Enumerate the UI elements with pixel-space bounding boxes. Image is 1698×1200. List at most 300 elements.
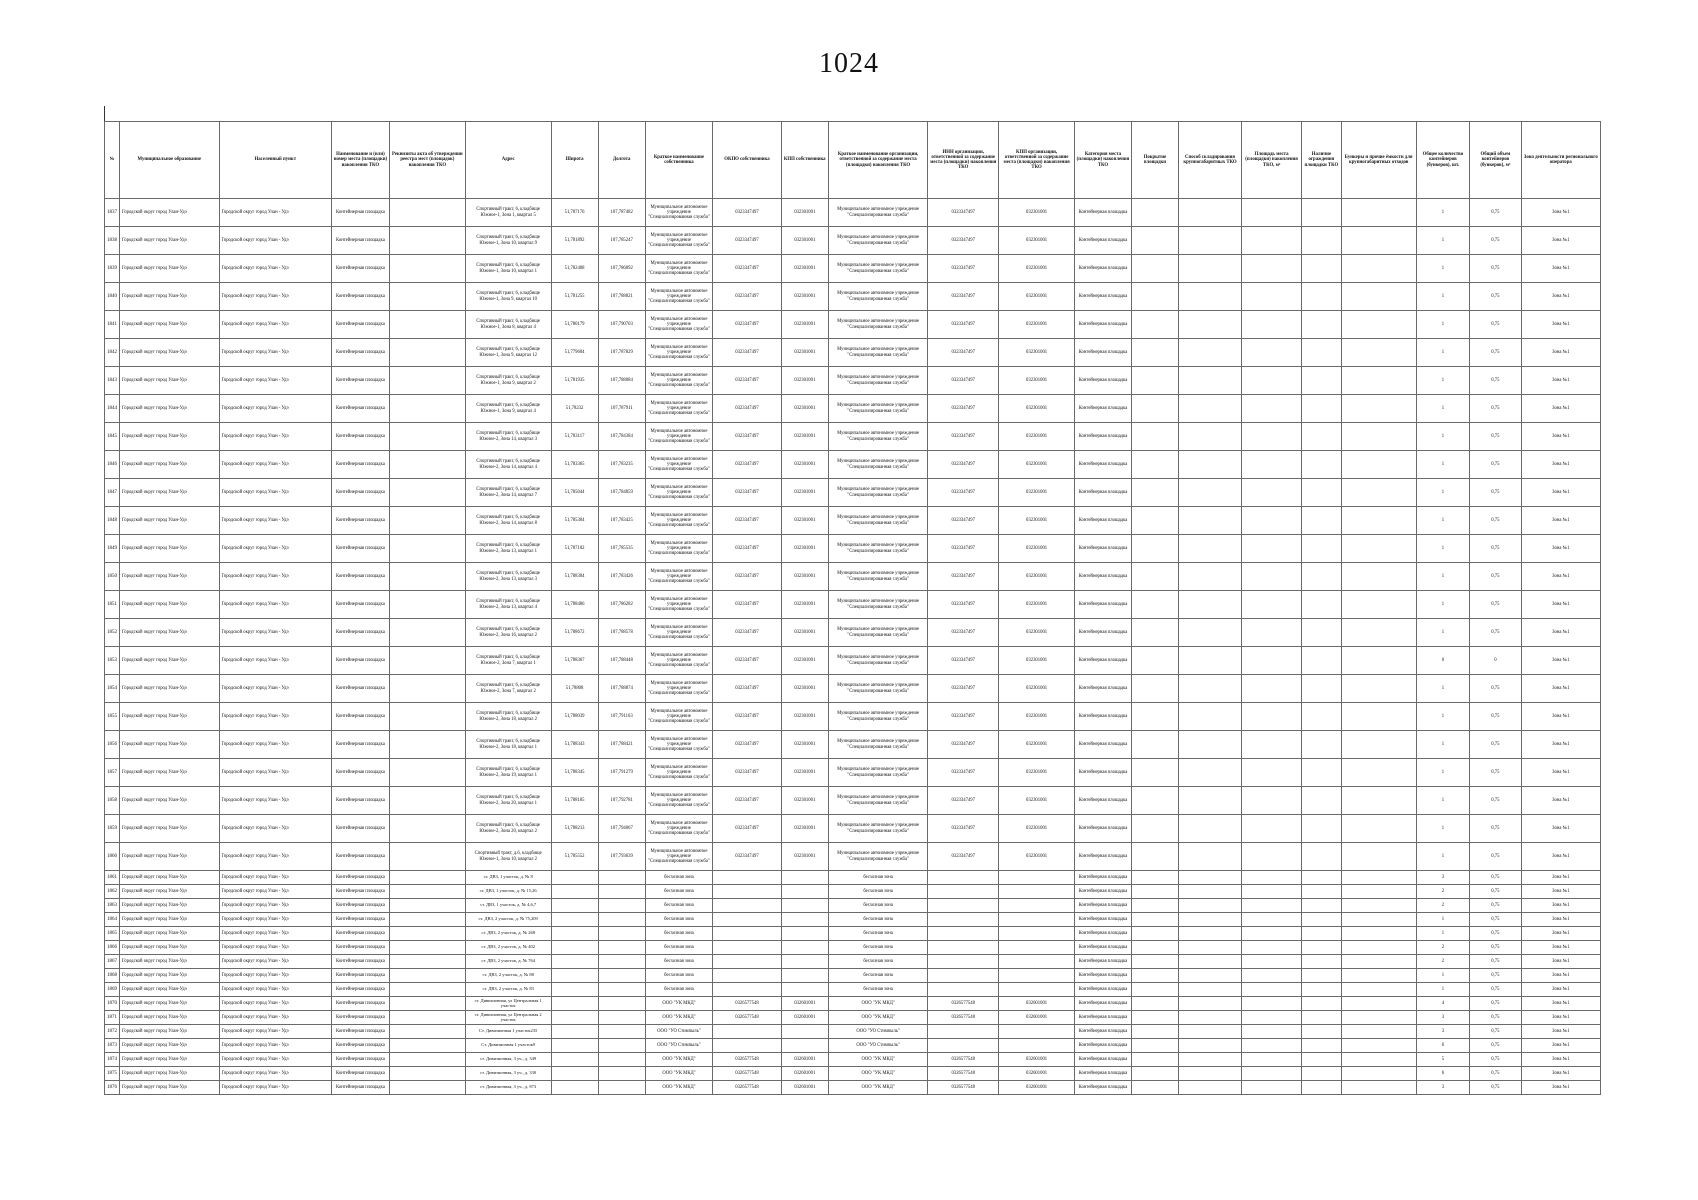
cell-bulky-storage-method [1178, 1053, 1241, 1067]
cell-responsible-inn: 0323347497 [928, 227, 999, 255]
cell-container-count: 1 [1416, 367, 1470, 395]
cell-latitude: 51,787176 [551, 199, 598, 227]
cell-surface [1131, 1011, 1178, 1025]
table-row [105, 703, 1601, 731]
cell-area [1242, 479, 1302, 507]
cell-owner-okpo: 0323347497 [713, 311, 782, 339]
cell-area [1242, 423, 1302, 451]
cell-act-details [389, 591, 465, 619]
cell-surface [1131, 787, 1178, 815]
cell-fencing [1302, 619, 1342, 647]
cell-responsible-inn [928, 941, 999, 955]
cell-bulky-storage-method [1178, 1011, 1241, 1025]
cell-act-details [389, 423, 465, 451]
cell-container-volume: 0,75 [1470, 871, 1521, 885]
cell-latitude [551, 1039, 598, 1053]
cell-container-volume: 0,75 [1470, 899, 1521, 913]
cell-address: Спортивный тракт, 6, кладбище Южное-1, Зона 1, квартал 5 [465, 199, 551, 227]
cell-owner-kpp: 032301001 [781, 339, 828, 367]
cell-settlement: Городской округ город Улан - Удэ [219, 731, 331, 759]
cell-settlement: Городской округ город Улан - Удэ [219, 927, 331, 941]
cell-fencing [1302, 787, 1342, 815]
cell-area [1242, 969, 1302, 983]
column-header: № [105, 122, 120, 199]
cell-container-count: 3 [1416, 1025, 1470, 1039]
cell-site-category: Контейнерная площадка [1075, 927, 1132, 941]
cell-address: Спортивный тракт, 6, кладбище Южное-1, Зона 10, квартал 9 [465, 227, 551, 255]
cell-responsible-org: бесхозная зона [828, 899, 928, 913]
cell-operator-zone: Зона №1 [1521, 983, 1600, 997]
cell-owner-okpo: 0323347497 [713, 535, 782, 563]
cell-bulky-storage-method [1178, 591, 1241, 619]
cell-site-category: Контейнерная площадка [1075, 507, 1132, 535]
cell-address: Спортивный тракт, 6, кладбище Южное-2, Зона 14, квартал 8 [465, 507, 551, 535]
cell-container-volume: 0,75 [1470, 1039, 1521, 1053]
column-header: Зона деятельности регионального оператора [1521, 122, 1600, 199]
cell-owner-okpo: 0323347497 [713, 395, 782, 423]
cell-owner-name: Муниципальное автономное учреждение "Специализированная служба" [645, 843, 712, 871]
cell-operator-zone: Зона №1 [1521, 1025, 1600, 1039]
cell-owner-kpp: 032301001 [781, 423, 828, 451]
cell-operator-zone: Зона №1 [1521, 1011, 1600, 1025]
cell-responsible-kpp: 032301001 [999, 283, 1075, 311]
cell-surface [1131, 479, 1178, 507]
cell-site-category: Контейнерная площадка [1075, 535, 1132, 563]
cell-site-name: Контейнерная площадка [332, 591, 390, 619]
cell-act-details [389, 339, 465, 367]
cell-responsible-kpp: 032601001 [999, 997, 1075, 1011]
cell-fencing [1302, 1039, 1342, 1053]
cell-site-name: Контейнерная площадка [332, 283, 390, 311]
cell-container-count: 1 [1416, 395, 1470, 423]
cell-surface [1131, 913, 1178, 927]
cell-settlement: Городской округ город Улан - Удэ [219, 563, 331, 591]
cell-area [1242, 871, 1302, 885]
cell-surface [1131, 619, 1178, 647]
cell-container-count: 1 [1416, 843, 1470, 871]
cell-owner-kpp: 032301001 [781, 535, 828, 563]
cell-site-name: Контейнерная площадка [332, 563, 390, 591]
column-header: Краткое наименование организации, ответственной за содержание места (площадки) накопления ТКО [828, 122, 928, 199]
cell-area [1242, 395, 1302, 423]
cell-bulky-bunkers [1341, 199, 1416, 227]
cell-operator-zone: Зона №1 [1521, 1067, 1600, 1081]
cell-act-details [389, 1011, 465, 1025]
cell-settlement: Городской округ город Улан - Удэ [219, 1067, 331, 1081]
cell-municipality: Городской округ город Улан-Удэ [119, 885, 219, 899]
cell-surface [1131, 927, 1178, 941]
cell-site-name: Контейнерная площадка [332, 885, 390, 899]
cell-address: Спортивный тракт, 6, кладбище Южное-2, Зона 18, квартал 2 [465, 703, 551, 731]
cell-row-number: 1857 [105, 759, 120, 787]
cell-municipality: Городской округ город Улан-Удэ [119, 787, 219, 815]
cell-container-volume: 0,75 [1470, 367, 1521, 395]
cell-owner-kpp: 032301001 [781, 451, 828, 479]
cell-responsible-kpp [999, 1039, 1075, 1053]
cell-site-category: Контейнерная площадка [1075, 619, 1132, 647]
cell-surface [1131, 1025, 1178, 1039]
cell-responsible-kpp: 032301001 [999, 199, 1075, 227]
cell-owner-kpp [781, 913, 828, 927]
cell-settlement: Городской округ город Улан - Удэ [219, 913, 331, 927]
cell-owner-kpp: 032601001 [781, 1011, 828, 1025]
cell-owner-okpo: 0326577548 [713, 1067, 782, 1081]
cell-bulky-bunkers [1341, 339, 1416, 367]
cell-act-details [389, 885, 465, 899]
cell-fencing [1302, 759, 1342, 787]
column-header: ОКПО собственника [713, 122, 782, 199]
cell-bulky-storage-method [1178, 899, 1241, 913]
cell-longitude: 107,791279 [598, 759, 645, 787]
cell-container-volume: 0,75 [1470, 1067, 1521, 1081]
cell-municipality: Городской округ город Улан-Удэ [119, 815, 219, 843]
cell-bulky-storage-method [1178, 1067, 1241, 1081]
cell-settlement: Городской округ город Улан - Удэ [219, 885, 331, 899]
cell-surface [1131, 1067, 1178, 1081]
cell-owner-name: Муниципальное автономное учреждение "Специализированная служба" [645, 787, 712, 815]
cell-site-category: Контейнерная площадка [1075, 479, 1132, 507]
cell-responsible-kpp: 032601001 [999, 1067, 1075, 1081]
cell-container-count: 1 [1416, 227, 1470, 255]
cell-container-volume: 0,75 [1470, 479, 1521, 507]
cell-owner-name: Муниципальное автономное учреждение "Специализированная служба" [645, 507, 712, 535]
cell-operator-zone: Зона №1 [1521, 367, 1600, 395]
cell-container-count: 1 [1416, 619, 1470, 647]
cell-longitude: 107,794067 [598, 815, 645, 843]
table-row [105, 339, 1601, 367]
cell-responsible-inn: 0323347497 [928, 339, 999, 367]
cell-municipality: Городской округ город Улан-Удэ [119, 759, 219, 787]
cell-owner-okpo [713, 871, 782, 885]
cell-site-category: Контейнерная площадка [1075, 311, 1132, 339]
cell-container-count: 1 [1416, 759, 1470, 787]
cell-container-volume: 0,75 [1470, 927, 1521, 941]
cell-responsible-org: Муниципальное автономное учреждение "Специализированная служба" [828, 451, 928, 479]
cell-bulky-bunkers [1341, 451, 1416, 479]
cell-owner-name: Муниципальное автономное учреждение "Специализированная служба" [645, 591, 712, 619]
cell-operator-zone: Зона №1 [1521, 227, 1600, 255]
cell-responsible-inn: 0323347497 [928, 451, 999, 479]
cell-container-volume: 0,75 [1470, 311, 1521, 339]
cell-responsible-org: бесхозная зона [828, 913, 928, 927]
cell-responsible-kpp [999, 913, 1075, 927]
cell-responsible-org: бесхозная зона [828, 983, 928, 997]
cell-site-category: Контейнерная площадка [1075, 759, 1132, 787]
cell-row-number: 1869 [105, 983, 120, 997]
cell-bulky-storage-method [1178, 759, 1241, 787]
cell-responsible-kpp [999, 955, 1075, 969]
cell-settlement: Городской округ город Улан - Удэ [219, 1053, 331, 1067]
cell-owner-kpp [781, 983, 828, 997]
cell-site-category: Контейнерная площадка [1075, 1081, 1132, 1095]
cell-site-name: Контейнерная площадка [332, 1039, 390, 1053]
cell-longitude [598, 885, 645, 899]
cell-responsible-inn: 0326577548 [928, 1067, 999, 1081]
cell-responsible-kpp: 032301001 [999, 367, 1075, 395]
cell-surface [1131, 703, 1178, 731]
cell-surface [1131, 1039, 1178, 1053]
cell-area [1242, 311, 1302, 339]
cell-longitude: 107,793639 [598, 843, 645, 871]
cell-responsible-inn: 0323347497 [928, 535, 999, 563]
cell-container-count: 1 [1416, 913, 1470, 927]
cell-municipality: Городской округ город Улан-Удэ [119, 479, 219, 507]
table-row [105, 787, 1601, 815]
cell-owner-kpp: 032301001 [781, 479, 828, 507]
cell-address: ст. ДВЗ, 2 участок, д. № 402 [465, 941, 551, 955]
cell-municipality: Городской округ город Улан-Удэ [119, 983, 219, 997]
cell-surface [1131, 423, 1178, 451]
cell-responsible-inn [928, 927, 999, 941]
cell-site-category: Контейнерная площадка [1075, 227, 1132, 255]
table-row [105, 1025, 1601, 1039]
cell-longitude [598, 955, 645, 969]
cell-owner-kpp: 032301001 [781, 507, 828, 535]
cell-row-number: 1847 [105, 479, 120, 507]
cell-responsible-inn [928, 1025, 999, 1039]
cell-latitude [551, 941, 598, 955]
cell-fencing [1302, 955, 1342, 969]
cell-container-count: 1 [1416, 591, 1470, 619]
cell-act-details [389, 255, 465, 283]
cell-row-number: 1859 [105, 815, 120, 843]
cell-row-number: 1855 [105, 703, 120, 731]
cell-responsible-inn: 0323347497 [928, 563, 999, 591]
cell-area [1242, 255, 1302, 283]
cell-row-number: 1870 [105, 997, 120, 1011]
cell-bulky-storage-method [1178, 787, 1241, 815]
cell-settlement: Городской округ город Улан - Удэ [219, 815, 331, 843]
cell-responsible-kpp: 032301001 [999, 703, 1075, 731]
cell-container-count: 1 [1416, 507, 1470, 535]
cell-municipality: Городской округ город Улан-Удэ [119, 955, 219, 969]
cell-municipality: Городской округ город Улан-Удэ [119, 451, 219, 479]
cell-owner-okpo: 0323347497 [713, 227, 782, 255]
cell-act-details [389, 759, 465, 787]
table-row [105, 479, 1601, 507]
cell-responsible-kpp: 032301001 [999, 647, 1075, 675]
cell-bulky-storage-method [1178, 1039, 1241, 1053]
cell-act-details [389, 731, 465, 759]
cell-latitude: 51,781255 [551, 283, 598, 311]
cell-site-name: Контейнерная площадка [332, 1081, 390, 1095]
cell-row-number: 1873 [105, 1039, 120, 1053]
cell-surface [1131, 941, 1178, 955]
cell-responsible-org: бесхозная зона [828, 955, 928, 969]
cell-row-number: 1872 [105, 1025, 120, 1039]
cell-container-count: 2 [1416, 955, 1470, 969]
waste-site-registry-table [104, 121, 1601, 1095]
cell-container-volume: 0,75 [1470, 1053, 1521, 1067]
cell-surface [1131, 647, 1178, 675]
cell-longitude [598, 899, 645, 913]
cell-owner-okpo: 0326577548 [713, 1053, 782, 1067]
cell-surface [1131, 451, 1178, 479]
cell-owner-name: бесхозная зона [645, 969, 712, 983]
cell-owner-okpo [713, 927, 782, 941]
cell-site-category: Контейнерная площадка [1075, 675, 1132, 703]
cell-owner-name: бесхозная зона [645, 955, 712, 969]
cell-fencing [1302, 899, 1342, 913]
cell-site-category: Контейнерная площадка [1075, 1039, 1132, 1053]
cell-bulky-storage-method [1178, 479, 1241, 507]
cell-latitude: 51,783117 [551, 423, 598, 451]
cell-address: Спортивный тракт, 6, кладбище Южное-1, Зона 9, квартал 4 [465, 395, 551, 423]
cell-fencing [1302, 423, 1342, 451]
cell-owner-okpo: 0323347497 [713, 647, 782, 675]
cell-latitude: 51,785044 [551, 479, 598, 507]
column-header: Краткое наименование собственника [645, 122, 712, 199]
cell-container-volume: 0,75 [1470, 1081, 1521, 1095]
cell-area [1242, 647, 1302, 675]
cell-bulky-storage-method [1178, 913, 1241, 927]
cell-container-count: 6 [1416, 1067, 1470, 1081]
cell-operator-zone: Зона №1 [1521, 997, 1600, 1011]
cell-bulky-bunkers [1341, 871, 1416, 885]
column-header: Реквизиты акта об утверждении реестра мест (площадок) накопления ТКО [389, 122, 465, 199]
cell-surface [1131, 227, 1178, 255]
cell-latitude [551, 885, 598, 899]
cell-address: Ст. Дивизионная 1 участок9 [465, 1039, 551, 1053]
cell-container-volume: 0,75 [1470, 395, 1521, 423]
cell-operator-zone: Зона №1 [1521, 563, 1600, 591]
column-header: КПП собственника [781, 122, 828, 199]
cell-container-volume: 0,75 [1470, 913, 1521, 927]
table-row [105, 395, 1601, 423]
cell-responsible-inn: 0323347497 [928, 591, 999, 619]
table-row [105, 997, 1601, 1011]
column-header: Общее количество контейнеров (бункеров), шт. [1416, 122, 1470, 199]
cell-settlement: Городской округ город Улан - Удэ [219, 997, 331, 1011]
cell-responsible-org: Муниципальное автономное учреждение "Специализированная служба" [828, 563, 928, 591]
cell-latitude: 51,787102 [551, 535, 598, 563]
cell-longitude: 107,784859 [598, 479, 645, 507]
cell-responsible-kpp: 032301001 [999, 759, 1075, 787]
cell-owner-okpo: 0323347497 [713, 507, 782, 535]
cell-municipality: Городской округ город Улан-Удэ [119, 647, 219, 675]
cell-fencing [1302, 983, 1342, 997]
cell-area [1242, 1067, 1302, 1081]
cell-bulky-storage-method [1178, 885, 1241, 899]
cell-act-details [389, 815, 465, 843]
cell-area [1242, 941, 1302, 955]
cell-settlement: Городской округ город Улан - Удэ [219, 675, 331, 703]
cell-bulky-bunkers [1341, 479, 1416, 507]
cell-settlement: Городской округ город Улан - Удэ [219, 703, 331, 731]
cell-address: Спортивный тракт, 6, кладбище Южное-2, Зона 14, квартал 7 [465, 479, 551, 507]
cell-responsible-inn: 0323347497 [928, 255, 999, 283]
cell-responsible-inn: 0323347497 [928, 423, 999, 451]
cell-bulky-bunkers [1341, 1053, 1416, 1067]
table-row [105, 1053, 1601, 1067]
cell-longitude [598, 1067, 645, 1081]
cell-operator-zone: Зона №1 [1521, 1053, 1600, 1067]
cell-area [1242, 367, 1302, 395]
cell-bulky-bunkers [1341, 507, 1416, 535]
cell-operator-zone: Зона №1 [1521, 311, 1600, 339]
cell-act-details [389, 1081, 465, 1095]
cell-fencing [1302, 815, 1342, 843]
cell-responsible-inn [928, 871, 999, 885]
cell-owner-name: Муниципальное автономное учреждение "Специализированная служба" [645, 479, 712, 507]
cell-longitude: 107,788421 [598, 731, 645, 759]
cell-row-number: 1849 [105, 535, 120, 563]
cell-container-count: 1 [1416, 815, 1470, 843]
cell-longitude: 107,788874 [598, 675, 645, 703]
cell-act-details [389, 983, 465, 997]
cell-row-number: 1839 [105, 255, 120, 283]
cell-area [1242, 451, 1302, 479]
cell-fencing [1302, 227, 1342, 255]
cell-address: Спортивный тракт, д.6, кладбище Южное-1, Зона 10, квартал 2 [465, 843, 551, 871]
cell-container-volume: 0,75 [1470, 885, 1521, 899]
cell-latitude: 51,788304 [551, 563, 598, 591]
cell-responsible-inn: 0323347497 [928, 507, 999, 535]
cell-row-number: 1867 [105, 955, 120, 969]
cell-responsible-org: Муниципальное автономное учреждение "Специализированная служба" [828, 731, 928, 759]
cell-act-details [389, 1039, 465, 1053]
cell-responsible-kpp: 032301001 [999, 675, 1075, 703]
cell-address: Спортивный тракт, 6, кладбище Южное-2, Зона 20, квартал 1 [465, 787, 551, 815]
cell-settlement: Городской округ город Улан - Удэ [219, 759, 331, 787]
cell-container-volume: 0,75 [1470, 199, 1521, 227]
cell-bulky-storage-method [1178, 255, 1241, 283]
cell-act-details [389, 1025, 465, 1039]
cell-site-category: Контейнерная площадка [1075, 955, 1132, 969]
cell-municipality: Городской округ город Улан-Удэ [119, 563, 219, 591]
cell-container-count: 5 [1416, 1053, 1470, 1067]
cell-area [1242, 1011, 1302, 1025]
table-row [105, 759, 1601, 787]
cell-operator-zone: Зона №1 [1521, 675, 1600, 703]
cell-owner-kpp: 032601001 [781, 997, 828, 1011]
cell-site-category: Контейнерная площадка [1075, 913, 1132, 927]
column-header: КПП организации, ответственной за содержание места (площадки) накопления ТКО [999, 122, 1075, 199]
cell-settlement: Городской округ город Улан - Удэ [219, 983, 331, 997]
cell-municipality: Городской округ город Улан-Удэ [119, 535, 219, 563]
cell-latitude [551, 983, 598, 997]
cell-site-category: Контейнерная площадка [1075, 1025, 1132, 1039]
cell-container-count: 3 [1416, 1011, 1470, 1025]
cell-owner-kpp: 032301001 [781, 563, 828, 591]
cell-bulky-bunkers [1341, 899, 1416, 913]
cell-owner-kpp [781, 969, 828, 983]
cell-site-name: Контейнерная площадка [332, 1025, 390, 1039]
cell-owner-name: Муниципальное автономное учреждение "Специализированная служба" [645, 227, 712, 255]
cell-operator-zone: Зона №1 [1521, 955, 1600, 969]
cell-responsible-org: Муниципальное автономное учреждение "Специализированная служба" [828, 591, 928, 619]
table-row [105, 843, 1601, 871]
cell-surface [1131, 1081, 1178, 1095]
cell-settlement: Городской округ город Улан - Удэ [219, 619, 331, 647]
cell-responsible-inn: 0323347497 [928, 199, 999, 227]
cell-longitude [598, 983, 645, 997]
cell-row-number: 1841 [105, 311, 120, 339]
cell-operator-zone: Зона №1 [1521, 339, 1600, 367]
cell-responsible-kpp: 032301001 [999, 423, 1075, 451]
cell-responsible-inn: 0323347497 [928, 395, 999, 423]
cell-responsible-kpp: 032301001 [999, 591, 1075, 619]
table-row [105, 255, 1601, 283]
cell-area [1242, 507, 1302, 535]
cell-responsible-kpp: 032301001 [999, 563, 1075, 591]
cell-bulky-storage-method [1178, 367, 1241, 395]
cell-owner-kpp: 032301001 [781, 619, 828, 647]
cell-bulky-bunkers [1341, 367, 1416, 395]
cell-owner-kpp: 032601001 [781, 1067, 828, 1081]
cell-site-category: Контейнерная площадка [1075, 563, 1132, 591]
cell-surface [1131, 871, 1178, 885]
